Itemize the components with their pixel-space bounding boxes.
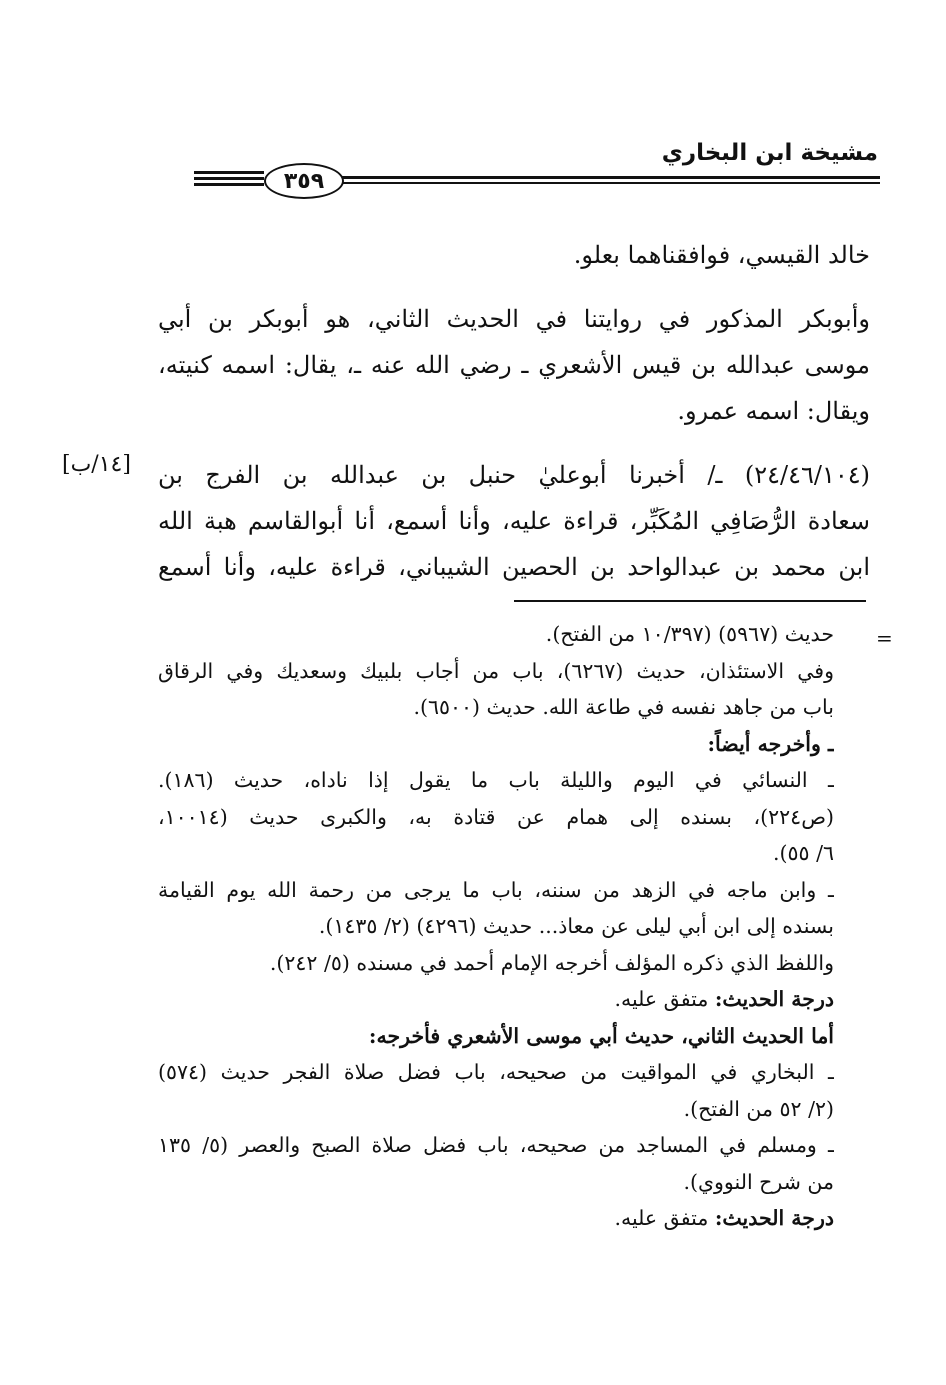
footnote-line: ـ النسائي في اليوم والليلة باب ما يقول إذا ناداه، حديث (١٨٦). xyxy=(158,768,834,792)
footnote-line: ـ البخاري في المواقيت من صحيحه، باب فضل صلاة الفجر حديث (٥٧٤) xyxy=(158,1060,834,1084)
footnote-line: ٦/ ٥٥). xyxy=(773,841,834,865)
header-rule-left-top xyxy=(194,171,264,174)
footnote-line xyxy=(158,981,834,1018)
footnote-separator xyxy=(514,600,866,602)
text-line: ويقال: اسمه عمرو. xyxy=(677,397,870,425)
running-header-title: مشيخة ابن البخاري xyxy=(661,140,878,166)
text-line: موسى عبدالله بن قيس الأشعري ـ رضي الله عنه ـ، يقال: اسمه كنيته، xyxy=(158,351,870,379)
footnote-line: ـ وابن ماجه في الزهد من سننه، باب ما يرجى من رحمة الله يوم القيامة xyxy=(158,877,834,902)
paragraph-continuation xyxy=(158,232,870,278)
text-line: ابن محمد بن عبدالواحد بن الحصين الشيباني، قراءة عليه، وأنا أسمع xyxy=(158,553,870,581)
hadith-grade-value: متفق عليه. xyxy=(614,1206,715,1230)
footnote-line: بسنده إلى ابن أبي ليلى عن معاذ... حديث (٤٢٩٦) (٢/ ١٤٣٥). xyxy=(318,914,834,938)
footnote-line: وفي الاستئذان، حديث (٦٢٦٧)، باب من أجاب بلبيك وسعديك وفي الرقاق xyxy=(158,658,834,683)
hadith-grade-label: درجة الحديث: xyxy=(714,1206,834,1230)
footnote-line: واللفظ الذي ذكره المؤلف أخرجه الإمام أحمد في مسنده (٥/ ٢٤٢). xyxy=(269,950,834,975)
text-line: خالد القيسي، فوافقناهما بعلو. xyxy=(573,241,870,269)
paragraph-hadith-isnad xyxy=(158,452,870,590)
header-rule-left-bottom xyxy=(194,183,264,186)
footnote-line: (٢/ ٥٢ من الفتح). xyxy=(683,1096,834,1121)
text-line: سعادة الرُّصَافِي المُكَبِّر، قراءة عليه، وأنا أسمع، أنا أبوالقاسم هبة الله xyxy=(158,507,870,535)
hadith-grade-label: درجة الحديث: xyxy=(714,987,834,1011)
header-rule-thick xyxy=(340,176,880,179)
text-line: وأبوبكر المذكور في روايتنا في الحديث الثاني، هو أبوبكر بن أبي xyxy=(158,305,870,333)
footnote-line: أما الحديث الثاني، حديث أبي موسى الأشعري فأخرجه: xyxy=(368,1023,834,1048)
footnote-line: باب من جاهد نفسه في طاعة الله. حديث (٦٥٠٠). xyxy=(413,695,834,719)
footnote-line: من شرح النووي). xyxy=(683,1169,834,1194)
footnote-line: حديث (٥٩٦٧) (١٠/٣٩٧ من الفتح). xyxy=(545,622,834,646)
header-rule-thin xyxy=(340,182,880,184)
footnotes xyxy=(158,616,834,1237)
margin-reference: [١٤/ب] xyxy=(62,452,131,477)
footnote-continuation-mark: = xyxy=(876,626,893,650)
main-text xyxy=(158,232,870,608)
footnote-line: ـ ومسلم في المساجد من صحيحه، باب فضل صلاة الصبح والعصر (٥/ ١٣٥ xyxy=(158,1133,834,1157)
hadith-grade-value: متفق عليه. xyxy=(614,987,715,1011)
page-number: ٣٥٩ xyxy=(283,168,325,194)
paragraph-commentary xyxy=(158,296,870,434)
header-rule-left-mid xyxy=(194,177,264,180)
page-number-badge xyxy=(264,163,344,199)
footnote-line xyxy=(158,1200,834,1237)
text-line: (٢٤/٤٦/١٠٤) ـ/ أخبرنا أبوعليٰ حنبل بن عبدالله بن الفرج بن xyxy=(158,461,870,489)
footnote-line: (ص٢٢٤)، بسنده إلى همام عن قتادة به، والكبرى حديث (١٠٠١٤، xyxy=(158,804,834,829)
footnote-line: ـ وأخرجه أيضاً: xyxy=(707,731,834,756)
